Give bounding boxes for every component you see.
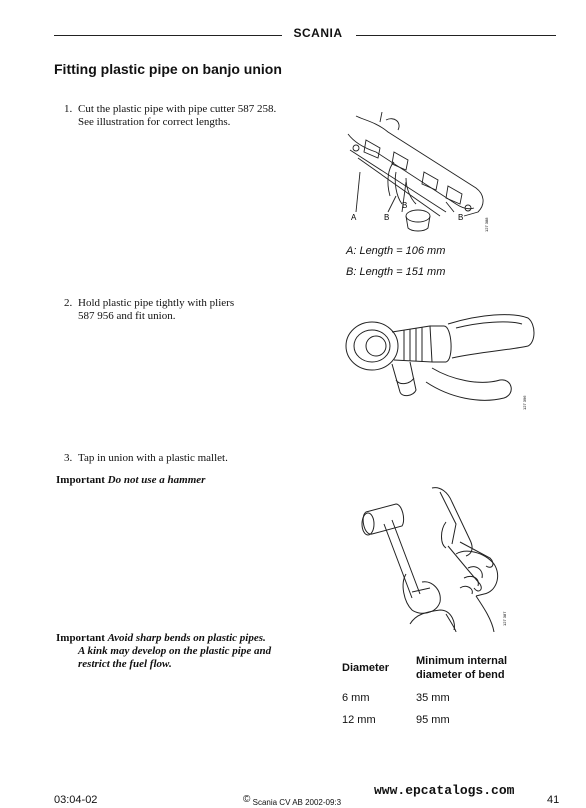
watermark-url: www.epcatalogs.com <box>374 783 515 798</box>
footer-copyright <box>243 794 342 808</box>
step-2-number: 2. <box>64 297 73 309</box>
footer-page-number: 41 <box>547 794 560 806</box>
step-2 <box>64 297 304 323</box>
table-row-1-bend: 35 mm <box>416 692 450 704</box>
figure-banjo-union-illustration <box>340 302 536 416</box>
note-bends-line3: restrict the fuel flow. <box>78 658 172 670</box>
step-3-line1: Tap in union with a plastic mallet. <box>78 452 228 464</box>
note-hammer-text: Do not use a hammer <box>107 474 206 486</box>
note-avoid-bends <box>56 632 296 671</box>
figure-fuel-rail-illustration <box>336 112 496 234</box>
page-title: Fitting plastic pipe on banjo union <box>54 61 282 77</box>
header-rule-left <box>54 35 282 36</box>
table-row-2-diameter: 12 mm <box>342 714 376 726</box>
figure1-label-b2: B <box>402 201 408 210</box>
note-no-hammer <box>56 474 296 487</box>
caption-length-a: A: Length = 106 mm <box>346 245 446 257</box>
header-rule-right <box>356 35 556 36</box>
note-hammer-label: Important <box>56 474 105 486</box>
caption-length-b: B: Length = 151 mm <box>346 266 446 278</box>
note-bends-line1: Avoid sharp bends on plastic pipes. <box>107 632 266 644</box>
step-3-number: 3. <box>64 452 73 464</box>
step-3 <box>64 452 304 465</box>
step-1 <box>64 103 304 129</box>
figure1-ref: 127 388 <box>484 217 489 232</box>
brand-logo: SCANIA <box>293 26 343 40</box>
copyright-symbol: © <box>243 794 251 805</box>
table-row-2-bend: 95 mm <box>416 714 450 726</box>
figure1-label-a: A <box>351 213 357 222</box>
table-header-diameter: Diameter <box>342 662 390 674</box>
figure-mallet-pliers-illustration <box>356 484 516 632</box>
table-header-bend-diameter: diameter of bend <box>416 669 505 681</box>
figure2-ref: 127 396 <box>522 395 527 410</box>
table-row-1-diameter: 6 mm <box>342 692 370 704</box>
footer-doc-number: 03:04-02 <box>54 794 98 806</box>
table-header-min-internal: Minimum internal <box>416 655 508 667</box>
step-1-line1: Cut the plastic pipe with pipe cutter 587 258. <box>78 103 277 115</box>
footer-copyright-text: Scania CV AB 2002-09:3 <box>252 798 342 807</box>
note-bends-label: Important <box>56 632 105 644</box>
step-1-number: 1. <box>64 103 73 115</box>
step-2-line1: Hold plastic pipe tightly with pliers <box>78 297 235 309</box>
figure3-ref: 127 387 <box>502 611 507 626</box>
step-1-line2: See illustration for correct lengths. <box>78 116 231 128</box>
figure1-label-b3: B <box>458 213 464 222</box>
figure1-label-b1: B <box>384 213 390 222</box>
step-2-line2: 587 956 and fit union. <box>78 310 176 322</box>
note-bends-line2: A kink may develop on the plastic pipe and <box>78 645 272 657</box>
